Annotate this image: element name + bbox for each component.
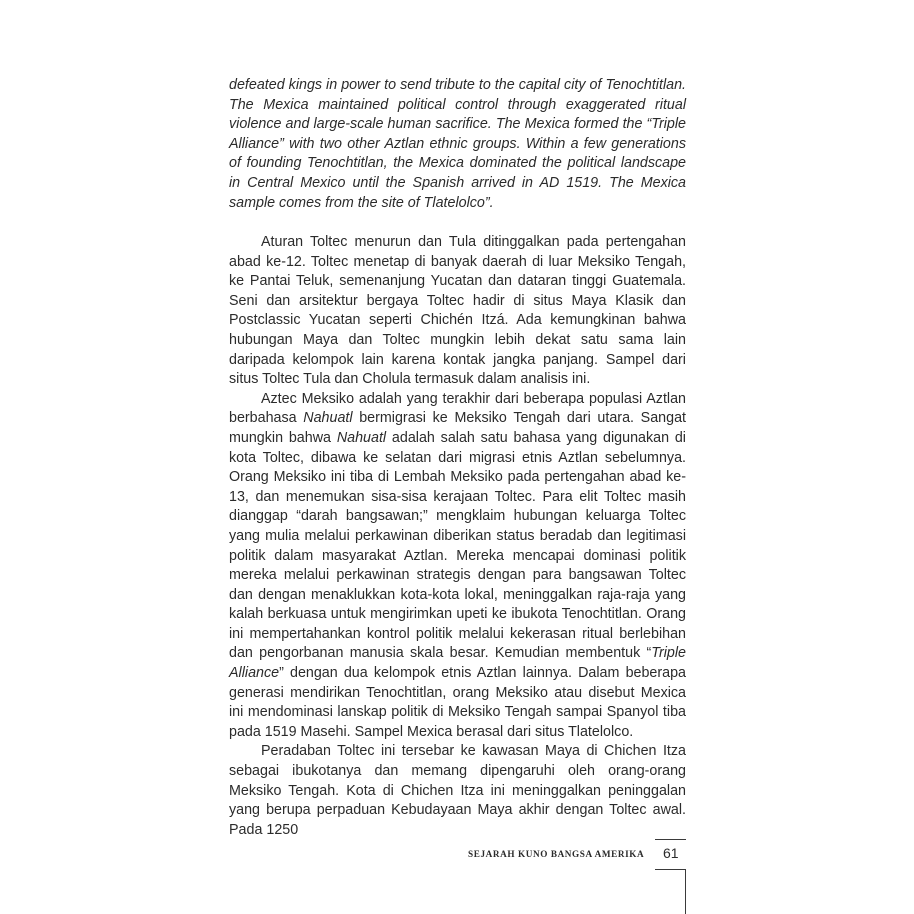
page-number: 61 [663, 845, 679, 861]
body-text [229, 233, 686, 840]
quote-paragraph: defeated kings in power to send tribute to the capital city of Tenochtitlan. The Mexica maintained political control through exaggerated ritual violence and large-scale human sacrifice. The Mexica formed the “Triple Alliance” with two other Aztlan ethnic groups. Within a few generations of founding Tenochtitlan, the Mexica dominated the political landscape in Central Mexico until the Spanish arrived in AD 1519. The Mexica sample comes from the site of Tlatelolco”. [229, 77, 686, 211]
footer-rule-bottom [655, 869, 685, 870]
paragraph-3: Peradaban Toltec ini tersebar ke kawasan Maya di Chichen Itza sebagai ibukotanya dan memang dipengaruhi oleh orang-orang Meksiko Tengah. Kota di Chichen Itza ini meninggalkan peninggalan yang berupa perpaduan Kebudayaan Maya akhir dengan Toltec awal. Pada 1250 [229, 743, 686, 838]
paragraph-2 [229, 390, 686, 743]
running-title: SEJARAH KUNO BANGSA AMERIKA [468, 849, 645, 859]
paragraph-2-italic-2: Nahuatl [336, 429, 387, 446]
paragraph-2-text-1: Aztec Meksiko adalah yang terakhir dari beberapa populasi Aztlan berbahasa [229, 390, 686, 427]
paragraph-2-text-2: bermigrasi ke Meksiko Tengah dari utara. Sangat mungkin bahwa [229, 410, 686, 446]
footer-rule-top [655, 839, 686, 840]
paragraph-2-italic-3: Triple Alliance [229, 645, 686, 682]
footer-rule-vertical [685, 869, 686, 914]
paragraph-2-italic-1: Nahuatl [303, 410, 353, 427]
paragraph-2-text-3: adalah salah satu bahasa yang digunakan di kota Toltec, dibawa ke selatan dari migrasi etnis Aztlan sebelumnya. Orang Meksiko ini tiba di Lembah Meksiko pada pertengahan abad ke-13, dan menemukan sisa-sisa kerajaan Toltec. Para elit Toltec masih dianggap “darah bangsawan;” mengklaim hubungan keluarga Toltec yang mulia melalui perkawinan diberikan status beradab dan legitimasi politik dalam masyarakat Aztlan. Mereka mencapai dominasi politik mereka melalui perkawinan strategis dengan para bangsawan Toltec dan dengan menaklukkan kota-kota lokal, meninggalkan raja-raja yang kalah berkuasa untuk mengirimkan upeti ke ibukota Tenochtitlan. Orang ini mempertahankan kontrol politik melalui kekerasan ritual berlebihan dan pengorbanan manusia skala besar. Kemudian membentuk “ [229, 429, 686, 662]
block-quote [229, 76, 686, 213]
paragraph-1: Aturan Toltec menurun dan Tula ditinggalkan pada pertengahan abad ke-12. Toltec menetap di banyak daerah di luar Meksiko Tengah, ke Pantai Teluk, semenanjung Yucatan dan dataran tinggi Guatemala. Seni dan arsitektur bergaya Toltec hadir di situs Maya Klasik dan Postclassic Yucatan seperti Chichén Itzá. Ada kemungkinan bahwa hubungan Maya dan Toltec mungkin lebih dekat satu sama lain daripada kelompok lain karena kontak jangka panjang. Sampel dari situs Toltec Tula dan Cholula termasuk dalam analisis ini. [229, 234, 686, 388]
paragraph-2-text-4: ” dengan dua kelompok etnis Aztlan lainnya. Dalam beberapa generasi mendirikan Tenochtitlan, orang Meksiko atau disebut Mexica ini mendominasi lanskap politik di Meksiko Tengah sampai Spanyol tiba pada 1519 Masehi. Sampel Mexica berasal dari situs Tlatelolco. [229, 665, 686, 740]
